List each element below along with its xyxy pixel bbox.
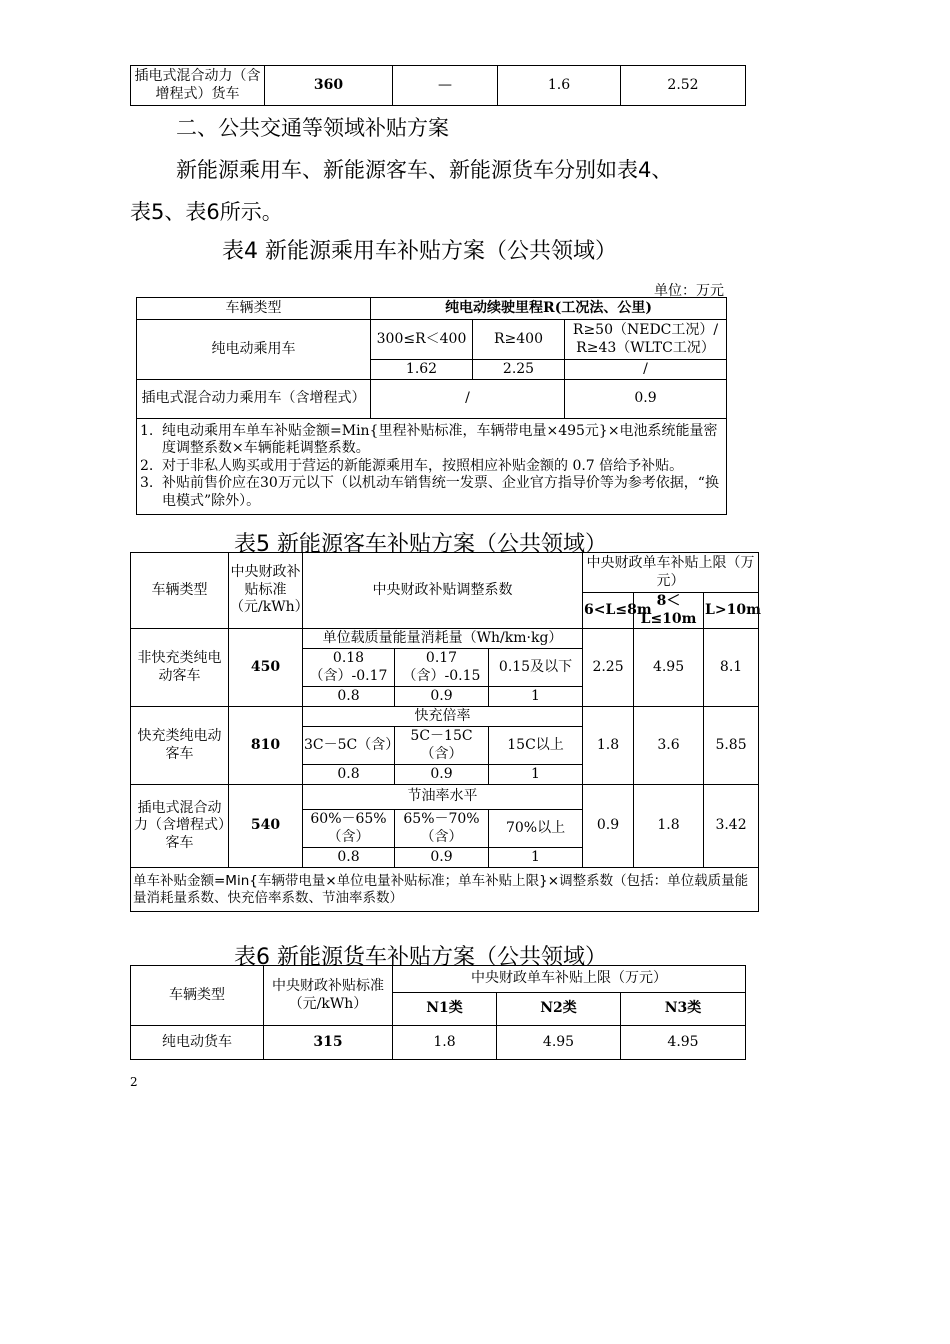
t5-coef: 0.9 [395,687,489,707]
t5-h-len: L>10m [704,593,759,629]
t4-notes [137,419,727,515]
t5-h-len: 6<L≤8m [583,593,634,629]
top-table [130,65,746,106]
t6-value: 4.95 [621,1026,746,1060]
top-standard: 360 [265,66,393,106]
t5-group-standard: 810 [229,707,303,785]
t6-value: 1.8 [393,1026,497,1060]
t4-phev-value: 0.9 [565,380,727,419]
page-number: 2 [130,1075,138,1089]
t5-group-cap: 2.25 [583,629,634,707]
t5-group-standard: 450 [229,629,303,707]
t5-coef: 1 [489,848,583,868]
t4-header-range: 纯电动续驶里程R(工况法、公里) [371,298,727,320]
t5-h-coef: 中央财政补贴调整系数 [303,553,583,629]
t5-range: 0.18（含）-0.17 [303,649,395,687]
t4-note: 2. 对于非私人购买或用于营运的新能源乘用车，按照相应补贴金额的 0.7 倍给予补贴。 [140,457,684,474]
t6-h-class: N1类 [393,993,497,1026]
table6 [130,965,746,1060]
t5-group-cap: 5.85 [704,707,759,785]
t5-range: 15C以上 [489,727,583,765]
t6-h-class: N3类 [621,993,746,1026]
t5-range: 70%以上 [489,810,583,848]
t5-range: 0.17（含）-0.15 [395,649,489,687]
table4-unit: 单位：万元 [654,283,724,299]
t4-range-col: 300≤R＜400 [371,320,473,360]
t5-range: 0.15及以下 [489,649,583,687]
t5-group-label: 插电式混合动力（含增程式）客车 [131,785,229,868]
t4-bev-value: 1.62 [371,360,473,380]
t5-coef: 1 [489,687,583,707]
t5-group-metric: 节油率水平 [303,785,583,810]
t4-header-type: 车辆类型 [137,298,371,320]
t5-coef: 0.8 [303,765,395,785]
table5-title: 表5 新能源客车补贴方案（公共领域） [234,532,607,557]
t6-value: 4.95 [497,1026,621,1060]
t5-group-label: 快充类纯电动客车 [131,707,229,785]
t5-h-len: 8＜L≤10m [634,593,704,629]
top-row-label: 插电式混合动力（含增程式）货车 [131,66,265,106]
t5-h-type: 车辆类型 [131,553,229,629]
t6-h-type: 车辆类型 [131,966,264,1026]
table5 [130,552,759,912]
t5-group-cap: 8.1 [704,629,759,707]
t5-group-cap: 1.8 [583,707,634,785]
t5-group-metric: 单位载质量能量消耗量（Wh/km·kg） [303,629,583,649]
t5-range: 3C－5C（含） [303,727,395,765]
t5-group-cap: 3.6 [634,707,704,785]
top-c4: 2.52 [621,66,746,106]
t5-coef: 0.9 [395,765,489,785]
t4-bev-value: 2.25 [473,360,565,380]
t6-h-class: N2类 [497,993,621,1026]
section-heading: 二、公共交通等领域补贴方案 [176,116,449,140]
t4-bev-label: 纯电动乘用车 [137,320,371,380]
t6-standard: 315 [264,1026,393,1060]
t5-coef: 0.9 [395,848,489,868]
t5-group-cap: 3.42 [704,785,759,868]
t5-h-standard: 中央财政补贴标准（元/kWh） [229,553,303,629]
t4-range-col: R≥400 [473,320,565,360]
top-c2: — [393,66,498,106]
t4-bev-value: / [565,360,727,380]
table6-title: 表6 新能源货车补贴方案（公共领域） [234,945,607,970]
paragraph-line1: 新能源乘用车、新能源客车、新能源货车分别如表4、 [176,158,673,182]
t5-range: 5C－15C（含） [395,727,489,765]
t4-range-col: R≥50（NEDC工况）/ R≥43（WLTC工况） [565,320,727,360]
t6-row-label: 纯电动货车 [131,1026,264,1060]
t5-group-cap: 0.9 [583,785,634,868]
t4-phev-value: / [371,380,565,419]
t6-h-standard: 中央财政补贴标准（元/kWh） [264,966,393,1026]
t5-footnote: 单车补贴金额=Min{车辆带电量×单位电量补贴标准；单车补贴上限}×调整系数（包括：单位载质量能量消耗量系数、快充倍率系数、节油率系数） [131,868,759,912]
t5-group-cap: 1.8 [634,785,704,868]
t5-coef: 0.8 [303,848,395,868]
t5-coef: 0.8 [303,687,395,707]
t5-range: 65%－70%（含） [395,810,489,848]
top-c3: 1.6 [498,66,621,106]
t6-h-cap: 中央财政单车补贴上限（万元） [393,966,746,993]
t5-h-cap: 中央财政单车补贴上限（万元） [583,553,759,593]
t5-coef: 1 [489,765,583,785]
t5-range: 60%－65%（含） [303,810,395,848]
t4-phev-label: 插电式混合动力乘用车（含增程式） [137,380,371,419]
t5-group-metric: 快充倍率 [303,707,583,727]
t4-note: 3. 补贴前售价应在30万元以下（以机动车销售统一发票、企业官方指导价等为参考依据，“换电模式”除外）。 [140,475,719,509]
t5-group-label: 非快充类纯电动客车 [131,629,229,707]
t4-note: 1. 纯电动乘用车单车补贴金额=Min{里程补贴标准，车辆带电量×495元}×电池系统能量密度调整系数×车辆能耗调整系数。 [140,422,718,457]
t5-group-cap: 4.95 [634,629,704,707]
table4-title: 表4 新能源乘用车补贴方案（公共领域） [222,239,617,264]
table4 [136,297,727,515]
t5-group-standard: 540 [229,785,303,868]
paragraph-line2: 表5、表6所示。 [130,200,283,224]
